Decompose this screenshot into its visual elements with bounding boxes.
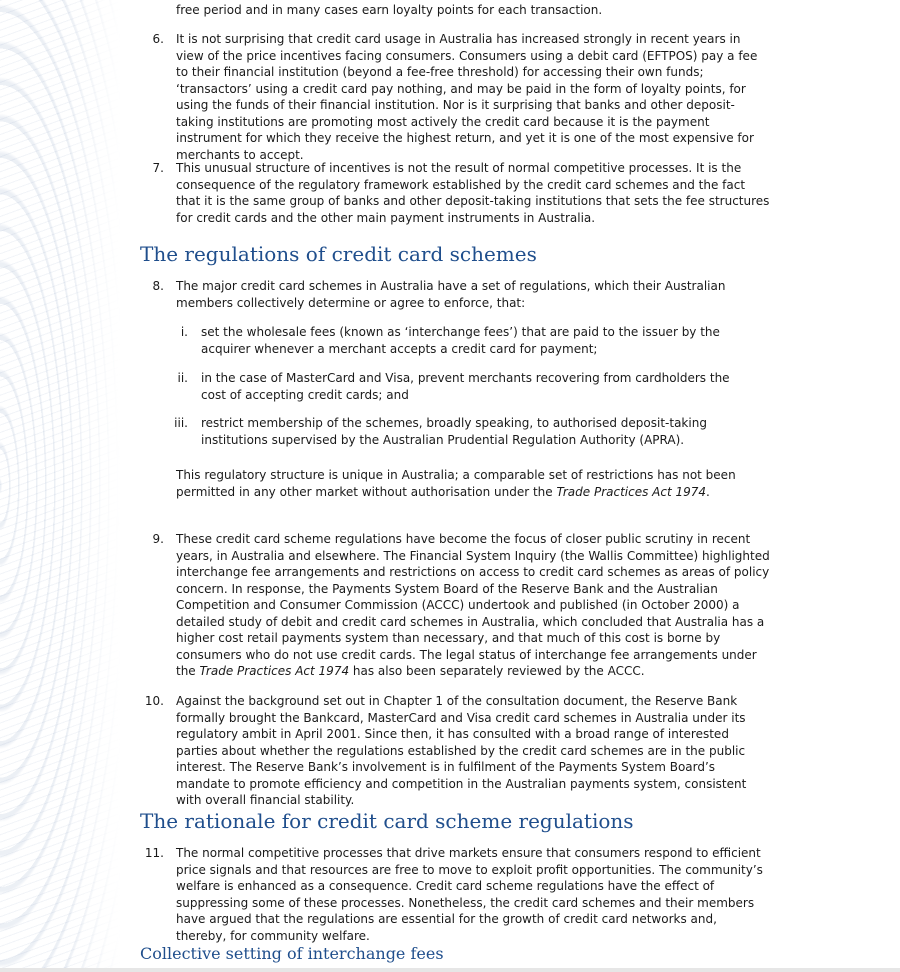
paragraph-text: The normal competitive processes that drive markets ensure that consumers respond to efficient price signals and that resources are free to move to exploit profit opportunities. The community’s welfare is enhanced as a consequence. Credit card scheme regulations have the effect of suppressing some of these processes. Nonetheless, the credit card schemes and their members have argued that the regulations are essential for the growth of credit card networks and, thereby, for community welfare.: [176, 846, 763, 943]
list-item-number: iii.: [174, 416, 188, 430]
list-item-text: in the case of MasterCard and Visa, prevent merchants recovering from cardholders the cost of accepting credit cards; and: [201, 371, 730, 402]
paragraph-number: 10.: [144, 694, 164, 708]
paragraph-number: 11.: [144, 846, 164, 860]
list-item-text: set the wholesale fees (known as ‘interchange fees’) that are paid to the issuer by the acquirer whenever a merchant accepts a credit card for payment;: [201, 325, 720, 356]
paragraph-number: 8.: [152, 279, 164, 293]
paragraph-continuation: [176, 2, 770, 19]
paragraph-text: This regulatory structure is unique in Australia; a comparable set of restrictions has not been permitted in any other market without authorisation under the: [176, 468, 736, 499]
paragraph-text-start: These credit card scheme regulations have become the focus of closer public scrutiny in recent years, in Australia and elsewhere. The Financial System Inquiry (the Wallis Committee) highlighted interchange fee arrangements and restrictions on access to credit card schemes as areas of policy concern. In response, the Payments System Board of the Reserve Bank and the Australian Competition and Consumer Commission (ACCC) undertook and published (in October 2000) a detailed study of debit and credit card schemes in Australia, which concluded that Australia has a higher cost retail payments system than necessary, and that much of this cost is borne by consumers who do not use credit cards. The legal status of interchange fee arrangements under the: [176, 532, 770, 678]
paragraph-text: [176, 531, 770, 680]
act-title: Trade Practices Act 1974: [199, 664, 350, 678]
paragraph-text: free period and in many cases earn loyalty points for each transaction.: [176, 3, 603, 17]
paragraph-text-end: has also been separately reviewed by the ACCC.: [349, 664, 645, 678]
paragraph-text: It is not surprising that credit card usage in Australia has increased strongly in recent years in view of the price incentives facing consumers. Consumers using a debit card (EFTPOS) pay a fee to their financial institution (beyond a fee-free threshold) for accessing their own funds; ‘transactors’ using a credit card pay nothing, and may be paid in the form of loyalty points, for using the funds of their financial institution. Nor is it surprising that banks and other deposit-taking institutions are promoting most actively the credit card because it is the payment instrument for which they receive the highest return, and yet it is one of the most expensive for merchants to accept.: [176, 32, 758, 162]
list-item-text: restrict membership of the schemes, broadly speaking, to authorised deposit-taking institutions supervised by the Australian Prudential Regulation Authority (APRA).: [201, 416, 707, 447]
paragraph-8-followup: [176, 467, 770, 500]
subsection-heading-collective: Collective setting of interchange fees: [140, 944, 444, 963]
decorative-margin-pattern: [0, 0, 120, 972]
paragraph-number: 9.: [152, 532, 164, 546]
act-title: Trade Practices Act 1974: [556, 484, 707, 499]
paragraph-number: 6.: [152, 32, 164, 46]
list-item-number: ii.: [177, 371, 188, 385]
section-heading-regulations: The regulations of credit card schemes: [140, 242, 537, 266]
paragraph-text: This unusual structure of incentives is not the result of normal competitive processes. It is the consequence of the regulatory framework established by the credit card schemes and the fact that it is the same group of banks and other deposit-taking institutions that sets the fee structures for credit cards and the other main payment instruments in Australia.: [176, 161, 770, 225]
paragraph-text-end: .: [706, 484, 710, 499]
list-item-number: i.: [180, 325, 188, 339]
paragraph-text: The major credit card schemes in Australia have a set of regulations, which their Australian members collectively determine or agree to enforce, that:: [176, 279, 726, 310]
section-heading-rationale: The rationale for credit card scheme regulations: [140, 809, 634, 833]
paragraph-number: 7.: [152, 161, 164, 175]
paragraph-text: Against the background set out in Chapter 1 of the consultation document, the Reserve Bank formally brought the Bankcard, MasterCard and Visa credit card schemes in Australia under its regulatory ambit in April 2001. Since then, it has consulted with a broad range of interested parties about whether the regulations established by the credit card schemes are in the public interest. The Reserve Bank’s involvement is in fulfilment of the Payments System Board’s mandate to promote efficiency and competition in the Australian payments system, consistent with overall financial stability.: [176, 694, 747, 807]
page-bottom-edge: [0, 968, 900, 972]
